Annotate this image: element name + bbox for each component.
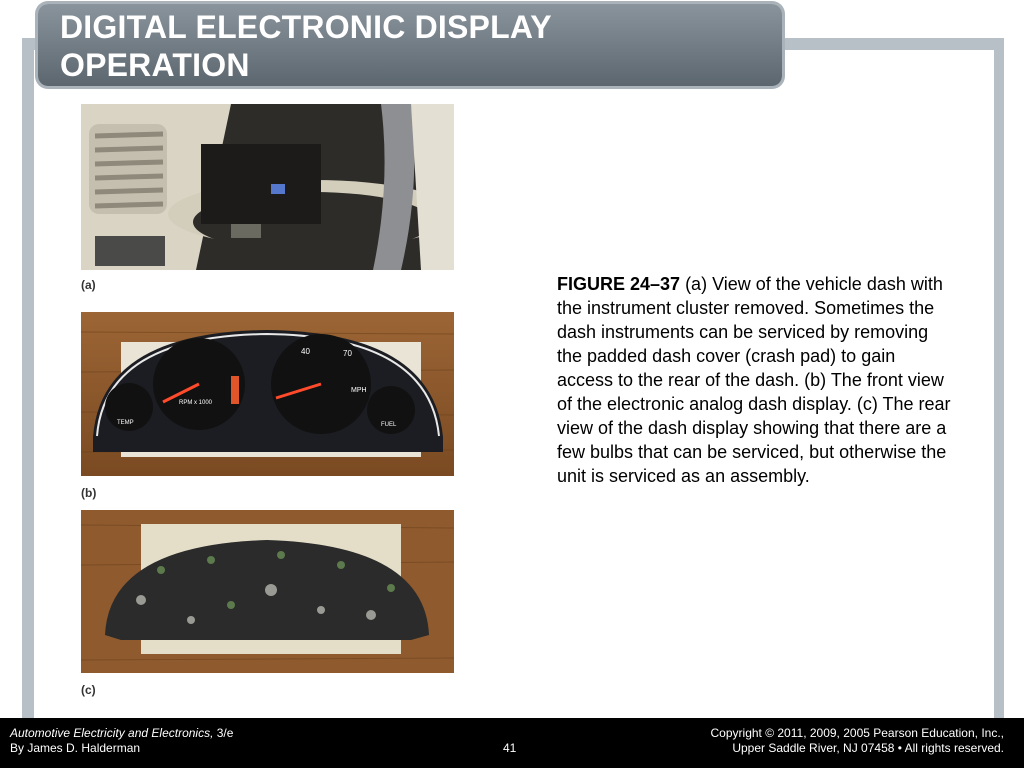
figure-caption <box>557 272 952 488</box>
page-number: 41 <box>503 741 517 755</box>
author: By James D. Halderman <box>10 741 141 755</box>
copyright-line-1: Copyright © 2011, 2009, 2005 Pearson Education, Inc., <box>710 726 1004 740</box>
photo-cluster-front <box>81 312 454 476</box>
footer-copyright <box>711 726 1004 756</box>
figure-label: FIGURE 24–37 <box>557 274 681 294</box>
sublabel-b: (b) <box>81 486 97 500</box>
speed-tick-label: 40 <box>301 347 310 356</box>
rpm-label: RPM x 1000 <box>179 400 213 406</box>
title-line-2: OPERATION <box>60 47 250 83</box>
edition: 3/e <box>213 726 234 740</box>
caption-text: (a) View of the vehicle dash with the instrument cluster removed. Sometimes the dash instruments can be serviced by removing the padded dash cover (crash pad) to gain access to the rear of the dash. (b) The front view of the electronic analog dash display. (c) The rear view of the dash display showing that there are a few bulbs that can be serviced, but otherwise the unit is serviced as an assembly. <box>557 274 951 486</box>
mph-label: MPH <box>351 387 367 394</box>
footer-book-info <box>10 726 233 756</box>
temp-label: TEMP <box>117 420 134 426</box>
speed-tick-label: 70 <box>343 349 352 358</box>
copyright-line-2: Upper Saddle River, NJ 07458 • All rights reserved. <box>732 741 1004 755</box>
photo-cluster-rear <box>81 510 454 673</box>
sublabel-a: (a) <box>81 278 96 292</box>
fuel-label: FUEL <box>381 422 397 428</box>
book-title: Automotive Electricity and Electronics, <box>10 726 214 740</box>
footer-bar <box>0 718 1024 768</box>
sublabel-c: (c) <box>81 683 96 697</box>
slide-title <box>60 8 760 84</box>
photo-dash-cluster-removed <box>81 104 454 270</box>
title-line-1: DIGITAL ELECTRONIC DISPLAY <box>60 9 552 45</box>
